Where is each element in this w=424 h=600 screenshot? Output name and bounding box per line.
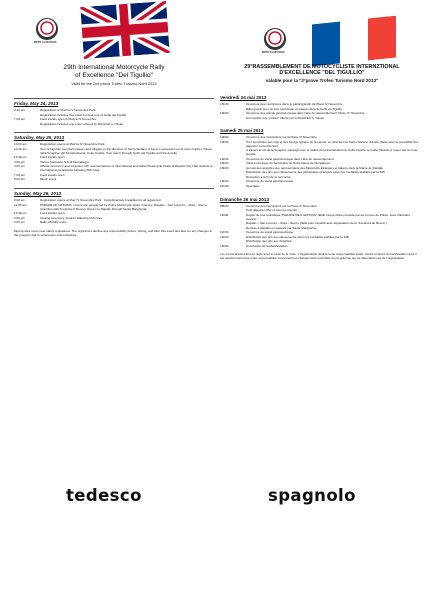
schedule-row — [14, 178, 214, 182]
schedule-row — [220, 185, 420, 189]
event-description: Distribution des prix aux classements des participants étrangers selon les modalités établies par la FMI — [246, 170, 385, 175]
event-description: Distribution des prix aux classements selon les modalités établies par la FMI — [246, 234, 349, 239]
day-section — [14, 132, 214, 182]
event-time: 08h00 — [220, 203, 229, 208]
event-time: 15h00 — [220, 161, 229, 166]
motoclub-logo-text: MOTO CLUB PAVIA — [262, 52, 285, 54]
french-schedule — [220, 87, 420, 261]
event-description: Ouverture des stands gastronomique dans l'aire du rassemblement, Place IV Novembre — [246, 111, 365, 115]
event-time: 2.00 pm — [14, 215, 26, 220]
event-time: 7.00 pm — [14, 172, 26, 177]
day-section — [220, 195, 420, 249]
day-heading: Sunday, May 26, 2013 — [14, 188, 214, 196]
day-heading: Friday, May 24, 2013 — [14, 98, 214, 106]
schedule-row — [220, 245, 420, 249]
event-time: 12h30 — [220, 156, 229, 161]
event-description: Ouverture du stand gastronomique — [246, 230, 294, 235]
event-description: Ouverture du stand gastronomique — [246, 179, 294, 184]
day-heading: Saturday, May 25, 2013 — [14, 132, 214, 140]
schedule-row — [220, 149, 420, 157]
french-title-line2: D'EXCELLENCE "DEL TIGULLIO" — [279, 70, 365, 77]
event-description: Spectacle — [246, 183, 260, 188]
event-description: Food stands open in Piazza IV Novembre — [40, 117, 97, 121]
event-description: Départ du tour touristique "PARADE DES NATIONS" défilé motocycliste précédé par les Forces de Police, avec l'itinéraire suivant : — [246, 212, 411, 221]
schedule-row — [14, 165, 214, 173]
event-time: 4.00 pm — [14, 164, 26, 169]
event-time: 14h00 — [220, 234, 229, 239]
motoclub-logo — [36, 18, 58, 40]
event-description: Food stands open — [40, 211, 65, 216]
disclaimer-note: Motorcycles must meet safety regulations. The organizers decline any responsibility before, during, and after this event and also for any changes in the program due to unforeseen circumstances. — [14, 228, 213, 237]
event-description: Conclusion de la Manifestation — [246, 243, 288, 248]
language-label-german: tedesco — [66, 486, 142, 505]
event-time: 9.00 pm — [14, 177, 26, 182]
event-description: Petit déjeuner offert à tous les inscrits — [246, 208, 297, 213]
event-description: Official ceremony and reception with representatives of International and Italian Motorcycle Clubs at Rapallo City Hall. Awards to international participants following FMI rules. — [40, 164, 213, 173]
french-title-line1: 29°RASSEMBLEMENT DE MOTOCYCLISTE INTERNZTIONAL — [244, 64, 400, 70]
event-description: Rally officially ends. — [40, 220, 67, 225]
event-description: Ouverture des inscriptions dans le parking/jardin de Place IV Novembre — [246, 102, 343, 106]
event-time: 3.00 pm — [14, 159, 26, 164]
event-description: Visite touristique du Sanctuaire de Notre Dame de Montallegro — [246, 161, 331, 166]
day-heading: Dimanche 26 mai 2013 — [220, 196, 270, 202]
event-description: A travers le col de la Scoglina, passage pour la Vallée de la Fontanabuona, Colle Caprile, le Golfe Paradis et retour par la route Aurelia — [246, 148, 418, 157]
schedule-row — [220, 117, 420, 121]
event-time: 16h00 — [220, 243, 229, 248]
event-time: 4.00 pm — [14, 220, 26, 225]
event-description: PARADE OF NATIONS, motorcycle parade led by Police Motorcycle Units. Itinerary: Rapallo – San Lorenzo – Ruta – Recco (aperitivo with Focaccia di Recco). Return to Rapallo through Santa Margherita. — [40, 202, 208, 211]
event-time: 21h00 — [220, 183, 229, 188]
day-section — [14, 188, 214, 225]
event-time: 12.30 pm — [14, 155, 27, 160]
event-time: 10.00 am — [14, 142, 27, 147]
event-description: Closing ceremony. Awards following FMI rules. — [40, 215, 103, 220]
event-time: 19h00 — [220, 179, 229, 184]
day-section — [220, 93, 420, 120]
event-time: 8.00 am — [14, 198, 26, 203]
event-description: Rentrée à Rapallo en passant par Santa Margherita — [246, 225, 316, 230]
event-time — [220, 117, 246, 121]
event-time — [220, 149, 246, 157]
french-subtitle: valable pour la "2°prove Trofeo Turismo Nord 2013" — [265, 78, 379, 83]
uk-flag-icon — [80, 1, 169, 59]
event-description: Registration includes one entre' offered by Motoclub A. Olivari — [40, 121, 124, 126]
event-time — [14, 123, 40, 127]
event-time: 18h00 — [220, 165, 229, 170]
event-description: Billet gratuit pour un tour touristique en bateau dans le Golfe du Tigullio — [246, 106, 342, 111]
event-description: Aux inscrits une "entrée" offerte par le MotoClub A. Olivari — [246, 115, 324, 120]
english-header — [14, 0, 214, 92]
event-time: 10.30 am — [14, 146, 27, 151]
event-description: Ouverture des inscriptions sur la Place IV Novembre — [246, 135, 317, 140]
event-time: 11h00 — [220, 212, 229, 217]
motoclub-logo — [264, 28, 286, 50]
event-description: Registration at Piazza IV Novembre Park — [40, 108, 96, 112]
event-description: Ouverture des inscriptions sur la Place IV Novembre — [246, 203, 317, 208]
language-label-spanish: spagnolo — [268, 486, 356, 505]
event-time: 11.00 am — [14, 202, 27, 207]
event-description: Tour of Ligurian mountain passes and villages, in the direction of Santo Stefano d' Aveto ( restaurant Lemti open inquire), Passo della Scoglina, Val Fontanabuona, Colle Caprile, then return through Golfo del Tigullio and Via Aurelia — [40, 146, 212, 155]
event-time: 15h30 — [220, 102, 229, 106]
english-subtitle: Valid for the 2nd prova Trofeo Turismo Nord 2013 — [71, 81, 157, 86]
event-time: 19h00 — [220, 111, 229, 115]
france-flag-icon — [312, 16, 396, 67]
french-header — [216, 0, 416, 92]
french-program-column — [216, 0, 419, 261]
event-time: 12.30 pm — [14, 211, 27, 216]
english-program-column — [14, 0, 214, 237]
day-section — [220, 126, 420, 188]
event-time: 7.00 pm — [14, 117, 26, 121]
french-title — [222, 64, 422, 77]
event-time — [220, 171, 246, 175]
english-title — [14, 64, 214, 81]
schedule-row — [14, 123, 214, 127]
english-title-line2: of Excellence "Del Tigullio" — [75, 72, 153, 80]
event-description: Food stands open — [40, 172, 65, 177]
event-time: 10h00 — [220, 135, 229, 140]
event-description: Music event — [40, 177, 57, 182]
event-description: Visit to Santuario N.S.di Montallegro — [40, 159, 89, 164]
event-time: 3.30 pm — [14, 108, 26, 112]
event-description: Distribution des prix aux Autorités — [246, 239, 292, 244]
motoclub-logo-text: MOTO CLUB PAVIA — [34, 42, 57, 44]
event-description: Food stands open — [40, 155, 65, 160]
event-description: Rapallo – San Lorenzo – Ruta – Recco (halte pour l'apéritif avec dégustation de la "Focaccia de Recco"). — [246, 221, 388, 226]
event-description: Registration opens at Piazza IV Novembre Park — [40, 142, 105, 147]
event-description: Ouverture du stand gastronomique dans l'aire du rassemblement — [246, 156, 334, 161]
disclaimer-note: Les motos doivent être en règle avec le code de la route. L'Organisation décline toute responsabilité avant, durant et après la manifestation dont il est question ainsi que toute responsabilité concernant les changements éventuels du programme qui ne dépendent pas de l'organisation — [220, 252, 417, 261]
event-description: Registration includes free ticket for boat tour of Golfo del Tigullio — [40, 112, 127, 117]
event-description: Registration opens at Piaz IV Novembre Park . Complimentary breakfast for all registered. — [40, 198, 162, 203]
english-schedule — [14, 92, 214, 238]
english-title-line1: 29th International Motorcycle Rally — [63, 64, 165, 71]
event-description: Accueil des autorités aux représentants des Motoclubs Etrangers et Italiens dans la Mairie de Rapallo. — [246, 165, 384, 170]
event-description: Tour touristique des cols et des bourgs typique de la Ligurie, en direction de Santo Stefano d'Aveto (halte avec la possibilité d'un déjeuner conventionné) — [246, 139, 419, 148]
day-section — [14, 98, 214, 126]
event-description: Réception à la fin de la rencontre — [246, 174, 291, 179]
schedule-row — [14, 221, 214, 225]
day-heading: Vendredi 24 mai 2013 — [220, 95, 267, 100]
event-time — [220, 222, 246, 226]
day-heading: Samedi 25 mai 2013 — [220, 128, 264, 134]
event-time: 10h30 — [220, 139, 229, 144]
event-time: 12h30 — [220, 230, 229, 235]
